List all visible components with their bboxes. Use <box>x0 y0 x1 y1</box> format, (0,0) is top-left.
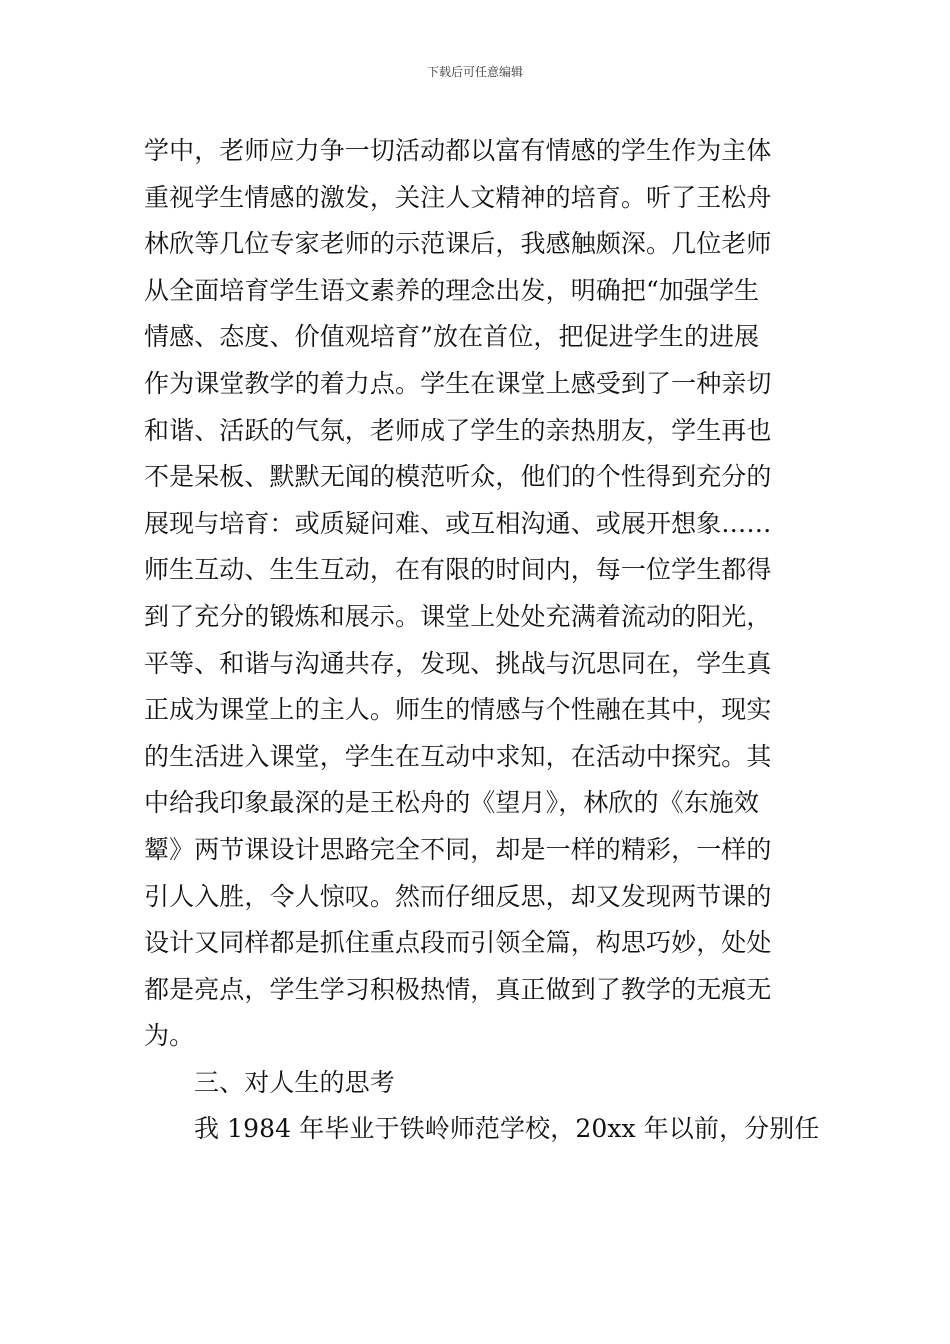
paragraph-line: 都是亮点，学生学习积极热情，真正做到了教学的无痕无 <box>144 974 772 1004</box>
paragraph-line: 正成为课堂上的主人。师生的情感与个性融在其中，现实 <box>144 695 772 725</box>
paragraph-line: 的生活进入课堂，学生在互动中求知，在活动中探究。其 <box>144 741 772 771</box>
paragraph-line: 学中，老师应力争一切活动都以富有情感的学生作为主体 <box>144 136 772 165</box>
paragraph-line: 为。 <box>144 1021 195 1051</box>
paragraph-line: 和谐、活跃的气氛，老师成了学生的亲热朋友，学生再也 <box>144 415 772 445</box>
paragraph-line: 平等、和谐与沟通共存，发现、挑战与沉思同在，学生真 <box>144 648 772 678</box>
paragraph-line: 引人入胜，令人惊叹。然而仔细反思，却又发现两节课的 <box>144 881 772 911</box>
paragraph-line: 重视学生情感的激发，关注人文精神的培育。听了王松舟 <box>144 182 772 212</box>
paragraph-line: 展现与培育：或质疑问难、或互相沟通、或展开想象…… <box>144 508 772 538</box>
paragraph-line: 情感、态度、价值观培育”放在首位，把促进学生的进展 <box>144 322 760 352</box>
paragraph-line: 从全面培育学生语文素养的理念出发，明确把“加强学生 <box>144 275 760 305</box>
paragraph-line: 我 1984 年毕业于铁岭师范学校，20xx 年以前，分别任 <box>194 1114 820 1144</box>
paragraph-line: 到了充分的锻炼和展示。课堂上处处充满着流动的阳光， <box>144 601 772 631</box>
paragraph-line: 中给我印象最深的是王松舟的《望月》，林欣的《东施效 <box>144 788 760 818</box>
paragraph-line: 师生互动、生生互动，在有限的时间内，每一位学生都得 <box>144 555 772 585</box>
document-body <box>144 128 820 1153</box>
paragraph-line: 不是呆板、默默无闻的模范听众，他们的个性得到充分的 <box>144 462 772 492</box>
page-header-caption: 下载后可任意编辑 <box>426 65 523 79</box>
paragraph-line: 作为课堂教学的着力点。学生在课堂上感受到了一种亲切 <box>144 368 772 398</box>
section-heading: 三、对人生的思考 <box>194 1067 395 1097</box>
paragraph-line: 颦》两节课设计思路完全不同，却是一样的精彩，一样的 <box>144 834 772 864</box>
paragraph-line: 设计又同样都是抓住重点段而引领全篇，构思巧妙，处处 <box>144 928 772 958</box>
paragraph-line: 林欣等几位专家老师的示范课后，我感触颇深。几位老师 <box>144 229 772 259</box>
